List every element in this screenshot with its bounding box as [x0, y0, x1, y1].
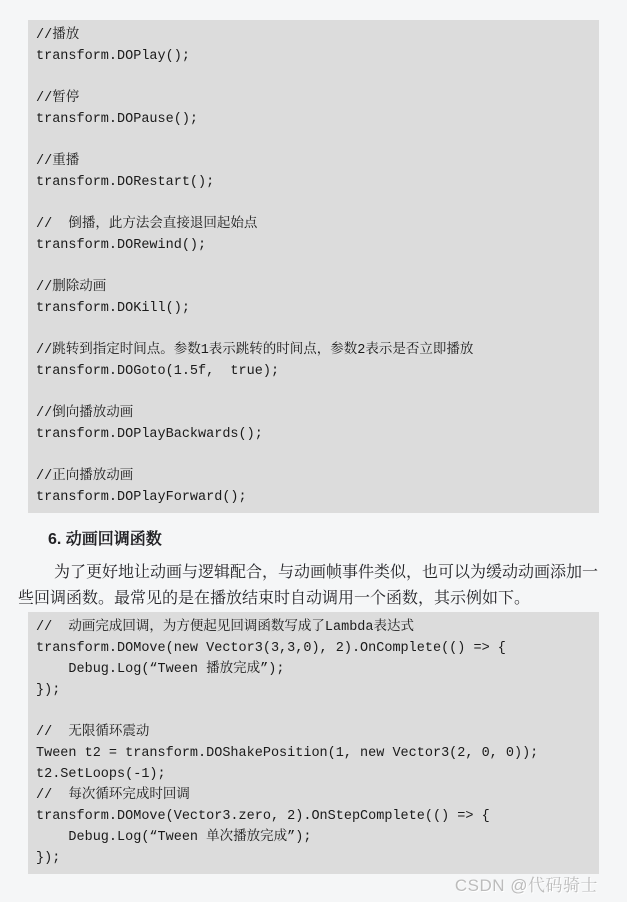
code-line [36, 701, 591, 722]
code-line: transform.DOPlayBackwards(); [36, 427, 263, 442]
code-line [36, 130, 591, 151]
code-line [36, 319, 591, 340]
code-line: //正向播放动画 [36, 469, 134, 484]
code-line: // 每次循环完成时回调 [36, 788, 190, 803]
code-line [36, 67, 591, 88]
code-line: Debug.Log(“Tween 播放完成”); [36, 662, 285, 677]
code-line: transform.DOMove(Vector3.zero, 2).OnStepComplete(() => { [36, 809, 490, 824]
code-line: Debug.Log(“Tween 单次播放完成”); [36, 830, 312, 845]
code-line: // 无限循环震动 [36, 725, 150, 740]
code-line: transform.DOKill(); [36, 301, 190, 316]
code-block-callbacks [28, 612, 599, 874]
code-line: transform.DOPause(); [36, 112, 199, 127]
code-line: transform.DORewind(); [36, 238, 207, 253]
code-line: transform.DOMove(new Vector3(3,3,0), 2).OnComplete(() => { [36, 641, 506, 656]
code-line [36, 445, 591, 466]
code-line: }); [36, 683, 61, 698]
code-line: }); [36, 851, 61, 866]
section-paragraph: 为了更好地让动画与逻辑配合，与动画帧事件类似，也可以为缓动动画添加一些回调函数。最常见的是在播放结束时自动调用一个函数，其示例如下。 [18, 564, 599, 607]
code-line: //暂停 [36, 91, 80, 106]
code-line: t2.SetLoops(-1); [36, 767, 166, 782]
code-line: transform.DORestart(); [36, 175, 215, 190]
code-line: transform.DOPlay(); [36, 49, 190, 64]
code-line [36, 193, 591, 214]
code-line: transform.DOGoto(1.5f, true); [36, 364, 280, 379]
csdn-author-watermark: CSDN @代码骑士 [454, 876, 598, 895]
code-line: transform.DOPlayForward(); [36, 490, 247, 505]
code-line: //跳转到指定时间点。参数1表示跳转的时间点，参数2表示是否立即播放 [36, 343, 474, 358]
code-line: Tween t2 = transform.DOShakePosition(1, new Vector3(2, 0, 0)); [36, 746, 539, 761]
code-line: //播放 [36, 28, 80, 43]
code-line: // 动画完成回调，为方便起见回调函数写成了Lambda表达式 [36, 620, 415, 635]
section-heading: 6. 动画回调函数 [48, 531, 162, 548]
code-block-playback-controls [28, 20, 599, 513]
code-line [36, 256, 591, 277]
code-line: //删除动画 [36, 280, 107, 295]
code-line: //重播 [36, 154, 80, 169]
code-line: //倒向播放动画 [36, 406, 134, 421]
code-line: // 倒播，此方法会直接退回起始点 [36, 217, 258, 232]
code-line [36, 382, 591, 403]
